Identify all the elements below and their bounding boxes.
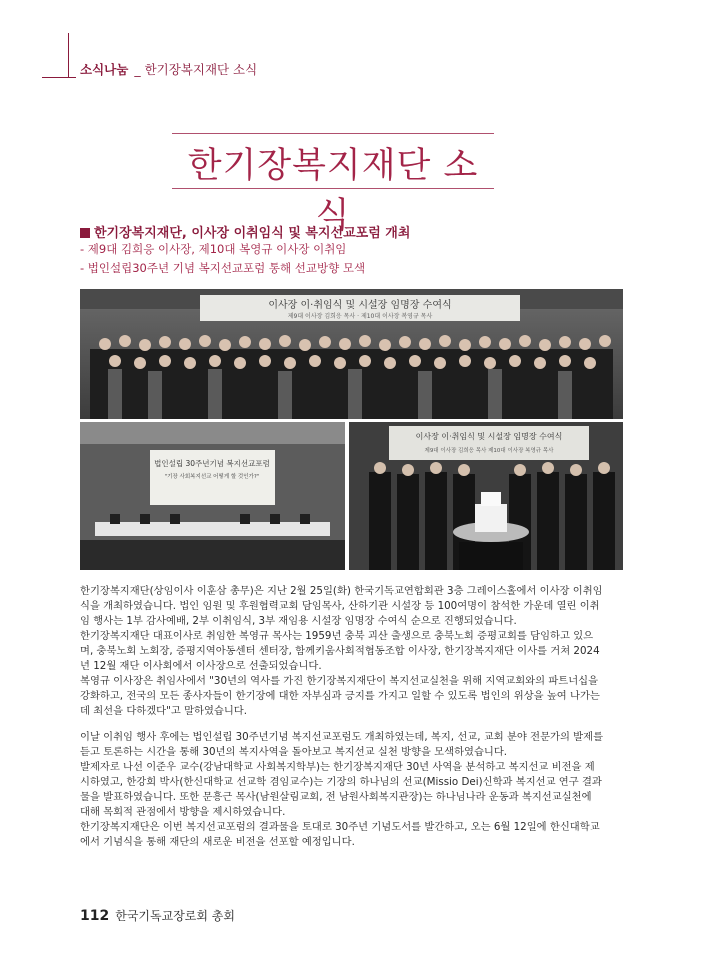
- article-body: [80, 584, 620, 850]
- body-line: 물을 발표하였습니다. 또한 문흥근 목사(남원살림교회, 전 남원사회복지관장)는 하나님나라 운동과 복지선교실천에: [80, 791, 592, 803]
- paragraph-gap: [80, 719, 620, 730]
- article-subheading-1: - 제9대 김희응 이사장, 제10대 복영규 이사장 이취임: [80, 242, 347, 256]
- body-line: 식을 개최하였습니다. 법인 임원 및 후원협력교회 담임목사, 산하기관 시설장 등 100여명이 참석한 가운데 열린 이취: [80, 600, 600, 612]
- cake-cutting-photo: [349, 422, 623, 570]
- title-rule-bottom: [172, 188, 494, 189]
- cake-banner-subtext: 제9대 이사장 김희응 목사 제10대 이사장 복영규 목사: [424, 448, 554, 454]
- header-decor-horizontal-line: [42, 77, 76, 78]
- forum-banner-subtext: "기장 사회복지선교 어떻게 할 것인가?": [164, 474, 260, 480]
- subsection-label: 한기장복지재단 소식: [144, 62, 258, 77]
- square-bullet-icon: [80, 228, 90, 238]
- body-line: 듣고 토론하는 시간을 통해 30년의 복지사역을 돌아보고 복지선교 실천 방향을 모색하였습니다.: [80, 746, 508, 758]
- cake-banner-text: 이사장 이·취임식 및 시설장 임명장 수여식: [415, 432, 563, 441]
- forum-banner-text: 법인설립 30주년기념 복지선교포럼: [154, 459, 270, 468]
- publication-name: 한국기독교장로회 총회: [115, 909, 235, 923]
- body-line: 에서 기념식을 통해 재단의 새로운 비전을 선포할 예정입니다.: [80, 836, 355, 848]
- body-line: 대해 목회적 관점에서 방향을 제시하였습니다.: [80, 806, 286, 818]
- page-title: 한기장복지재단 소식: [187, 146, 479, 236]
- section-header: [80, 60, 257, 78]
- group-banner-subtext: 제9대 이사장 김희응 목사 · 제10대 이사장 복영규 목사: [287, 313, 433, 320]
- body-line: 며, 충북노회 노회장, 증평지역아동센터 센터장, 함께키움사회적협동조합 이사장, 한기장복지재단 이사를 거쳐 2024: [80, 645, 600, 657]
- body-line: 한기장복지재단(상임이사 이훈삼 총무)은 지난 2월 25일(화) 한국기독교연합회관 3층 그레이스홀에서 이사장 이취임: [80, 585, 603, 597]
- header-decor-vertical-line: [68, 33, 69, 78]
- body-line: 발제자로 나선 이준우 교수(강남대학교 사회복지학부)는 한기장복지재단 30년 사역을 분석하고 복지선교 비전을 제: [80, 761, 595, 773]
- article-heading-text: 한기장복지재단, 이사장 이취임식 및 복지선교포럼 개최: [94, 226, 411, 241]
- body-line: 한기장복지재단은 이번 복지선교포럼의 결과물을 토대로 30주년 기념도서를 발간하고, 오는 6월 12일에 한신대학교: [80, 821, 600, 833]
- section-label: 소식나눔: [80, 62, 129, 77]
- group-banner-text: 이사장 이·취임식 및 시설장 임명장 수여식: [268, 300, 452, 311]
- forum-photo: [80, 422, 345, 570]
- body-line: 이날 이취임 행사 후에는 법인설립 30주년기념 복지선교포럼도 개최하였는데, 복지, 선교, 교회 분야 전문가의 발제를: [80, 731, 604, 743]
- section-separator: _: [134, 62, 141, 77]
- body-line: 임 행사는 1부 감사예배, 2부 이취임식, 3부 재임용 시설장 임명장 수여식 순으로 진행되었습니다.: [80, 615, 517, 627]
- body-line: 시하였고, 한강희 박사(한신대학교 선교학 겸임교수)는 기장의 하나님의 선교(Missio Dei)신학과 복지선교 연구 결과: [80, 776, 602, 788]
- body-line: 데 최선을 다하겠다"고 말하였습니다.: [80, 705, 248, 717]
- article-subheading-2: - 법인설립30주년 기념 복지선교포럼 통해 선교방향 모색: [80, 261, 366, 275]
- body-line: 년 12월 재단 이사회에서 이사장으로 선출되었습니다.: [80, 660, 322, 672]
- page-number: 112: [80, 908, 110, 924]
- title-rule-top: [172, 133, 494, 134]
- body-line: 한기장복지재단 대표이사로 취임한 복영규 목사는 1959년 충북 괴산 출생으로 충북노회 증평교회를 담임하고 있으: [80, 630, 594, 642]
- page-footer: [80, 907, 235, 924]
- group-photo: [80, 289, 623, 419]
- body-line: 강화하고, 전국의 모든 종사자들이 한기장에 대한 자부심과 긍지를 가지고 일할 수 있도록 법인의 위상을 높여 나가는: [80, 690, 600, 702]
- body-line: 복영규 이사장은 취임사에서 "30년의 역사를 가진 한기장복지재단이 복지선교실천을 위해 지역교회와의 파트너십을: [80, 675, 599, 687]
- article-heading: [80, 222, 410, 241]
